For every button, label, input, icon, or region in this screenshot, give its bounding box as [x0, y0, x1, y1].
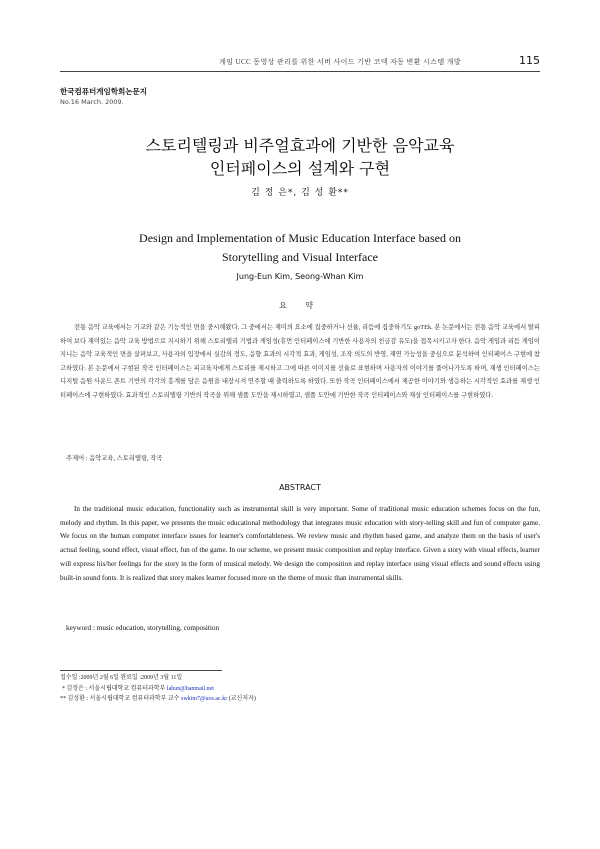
korean-keywords: 주제어 : 음악교육, 스토리텔링, 작곡 [66, 455, 163, 462]
korean-abstract-heading: 요 약 [279, 301, 321, 310]
korean-abstract-body: 전통 음악 교육에서는 기교와 같은 기능적인 면을 중시해왔다. 그 중에서는 재미의 요소에 집중하거나 선율, 리듬에 집중하기도 goTEk. 본 논문에서는 전통 음악 교육에서 탈피하여 보다 재미있는 음악 교육 방법으로 지시하기 위해 스토리텔리 기법과 게임성(휴먼 인터페이스에 기반한 사용자의 친금감 유도)을 접목시키고자 한다. 음악 게임과 리듬 게임이 지니는 음악 교육적인 면을 살펴보고, 사용자의 입장에서 실감의 정도, 음향 효과의 시각적 효과, 게임성, 조작 의도의 반영, 재연 가능성을 중심으로 분석하여 인터페이스 구현에 참고하였다. 본 논문에서 구현된 작곡 인터페이스는 피교육자에게 스토리를 제시하고 그에 따른 이미지를 선율로 표현하며 사용자의 이야기를 풀어나가도록 하며, 재생 인터페이스는 디지털 음원 사운드 폰트 기반의 각각의 흥계를 담은 음원을 내장시켜 연주할 때 출력하도록 하였다. 또한 작곡 인터페이스에서 제공한 이야기와 생응하는 시각적인 효과를 재생 인터페이스에 구현하였다. 효과적인 스토리텔링 기반의 작곡을 위해 샘플 도안을 제시하였고, 샘플 도안에 기반한 작곡 인터페이스와 재상 인터페이스를 구현하였다. [60, 324, 540, 399]
english-title-line-2: Storytelling and Visual Interface [221, 250, 378, 264]
english-title-line-1: Design and Implementation of Music Education Interface based on [139, 231, 461, 245]
korean-title-line-1: 스토리텔링과 비주얼효과에 기반한 음악교육 [145, 136, 455, 155]
journal-info [60, 86, 147, 106]
journal-name: 한국컴퓨터게임학회논문지 [60, 87, 147, 96]
english-authors: Jung-Eun Kim, Seong-Whan Kim [236, 272, 364, 281]
english-title [60, 229, 540, 267]
corresponding-author-note: (교신저자) [227, 696, 256, 703]
footnotes [60, 673, 256, 705]
footnote-rule [60, 670, 222, 671]
english-abstract-body: In the traditional music education, functionality such as instrumental skill is very important. Some of traditional music education schemes focus on the fun, melody and rhythm. In this paper, we presents the music educational methodology that integrates music education with story-telling skill and fun of computer game. We focus on the human computer interface issues for learner's comfortableness. We review music and rhythm based game, and analyze them on the basis of user's actual feeling, sound effect, visual effect, fun of the game. In our scheme, we present music composition and replay interface. Given a story with visual effects, learner will express his/her feelings for the story in the form of musical melody. We design the composition and replay interface using visual effects and sound effects using built-in sound fonts. It is realized that story makes learner focused more on the theme of music than instrumental skills. [60, 505, 540, 582]
author2-footnote [60, 694, 256, 705]
author1-affiliation: * 김정은 : 서울시립대학교 컴퓨터과학부 [62, 685, 167, 692]
author2-affiliation: ** 김성환 : 서울시립대학교 컴퓨터과학부 교수 [60, 696, 181, 703]
author1-email[interactable]: labun@hanmail.net [166, 685, 214, 692]
running-title: 게임 UCC 동영상 관리를 위한 서버 사이드 기반 코덱 자동 변환 시스템 개발 [219, 58, 461, 66]
header-rule [60, 71, 540, 72]
korean-title [60, 134, 540, 180]
journal-issue: No.16 March. 2009. [60, 98, 124, 106]
korean-title-line-2: 인터페이스의 설계와 구현 [209, 159, 391, 178]
english-abstract-heading: ABSTRACT [279, 483, 321, 492]
english-keywords: keyword : music education, storytelling, composition [66, 624, 220, 632]
author2-email[interactable]: swkim7@uos.ac.kr [181, 696, 228, 703]
author1-footnote [60, 684, 256, 695]
received-dates: 접수일 :2009년 2월 6일 완료일 :2009년 3월 11일 [60, 675, 183, 681]
page-number: 115 [519, 54, 540, 67]
running-header [60, 54, 540, 67]
korean-authors: 김 정 은*, 김 성 환** [251, 188, 349, 198]
